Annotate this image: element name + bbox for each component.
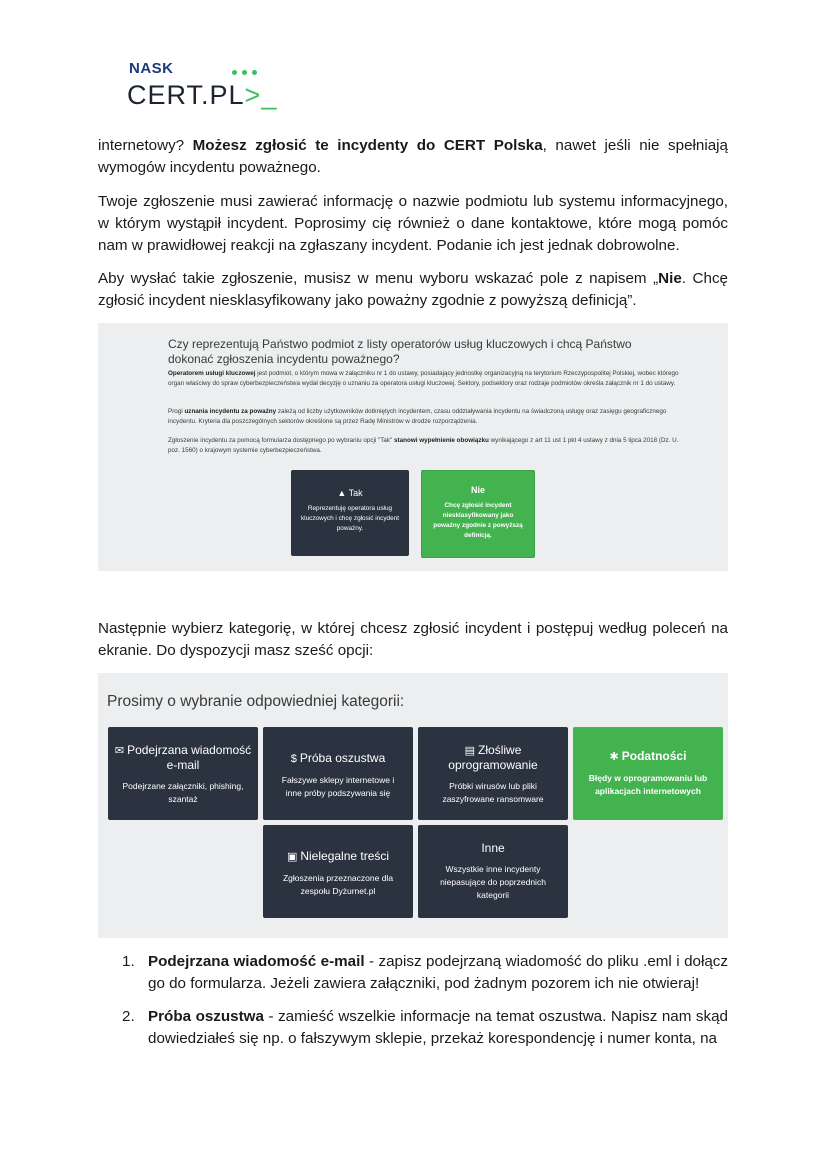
p3-bold: Nie	[658, 270, 682, 287]
p3-text-a: Aby wysłać takie zgłoszenie, musisz w menu wyboru wskazać pole z napisem „	[98, 270, 659, 287]
list-number: 2.	[122, 1008, 135, 1025]
no-desc: Chcę zgłosić incydent niesklasyfikowany jako poważny zgodnie z powyższą definicją.	[433, 502, 523, 539]
category-title	[573, 749, 723, 764]
category-tile-other[interactable]	[418, 825, 568, 918]
category-desc: Podejrzane załączniki, phishing, szantaż	[122, 781, 244, 804]
yes-desc: Reprezentuję operatora usług kluczowych i chcę zgłosić incydent poważny.	[300, 505, 400, 532]
dollar-icon: $	[290, 753, 297, 765]
list-number: 1.	[122, 953, 135, 970]
category-title	[108, 743, 258, 772]
p3-text-c: . Chcę zgłosić incydent niesklasyfikowany jako poważny zgodnie z powyższą definicją”.	[98, 270, 728, 309]
screenshot-serious-incident-question	[98, 323, 728, 571]
p1-text-a: internetowy?	[98, 137, 193, 154]
category-desc: Błędy w oprogramowaniu lub aplikacjach internetowych	[588, 773, 708, 796]
list-item-text: - zapisz podejrzaną wiadomość do pliku .eml i dołącz go do formularza. Jeżeli zawiera załączniki, pod żadnym pozorem ich nie otwieraj!	[148, 953, 728, 992]
paragraph-1	[98, 135, 728, 179]
list-item	[122, 951, 728, 995]
category-title	[263, 849, 413, 864]
logo-dots-icon	[232, 62, 262, 80]
threshold-bold: uznania incydentu za poważny	[184, 408, 277, 415]
image-icon: ▣	[286, 851, 298, 863]
category-tile-illegal-content[interactable]	[263, 825, 413, 918]
category-title-text: Podatności	[621, 749, 687, 763]
nask-cert-logo	[127, 58, 277, 110]
envelope-icon: ✉	[114, 745, 125, 757]
category-title: Inne	[481, 841, 505, 855]
yes-title	[291, 488, 409, 498]
category-title-text: Podejrzana wiadomość e-mail	[127, 743, 252, 772]
warning-icon: ▲	[337, 488, 349, 498]
list-item	[122, 1006, 729, 1050]
logo-cert-accent: >_	[244, 80, 278, 110]
category-title	[418, 743, 568, 772]
screenshot-category-selection	[98, 673, 728, 938]
list-item-bold: Podejrzana wiadomość e-mail	[148, 953, 365, 970]
logo-nask-text: NASK	[129, 60, 174, 77]
no-option-tile[interactable]	[421, 470, 535, 558]
category-tile-email[interactable]	[108, 727, 258, 820]
obligation-text-a: Zgłoszenie incydentu za pomocą formularza dostępnego po wybraniu opcji "Tak"	[168, 437, 395, 444]
threshold-text-a: Progi	[168, 408, 185, 415]
category-desc: Zgłoszenia przeznaczone dla zespołu Dyżurnet.pl	[282, 873, 394, 896]
definition-threshold	[168, 407, 688, 426]
operator-text: jest podmiot, o którym mowa w załączniku nr 1 do ustawy, posiadający jednostkę organizacyjną na terytorium Rzeczypospolitej Polskiej, wobec którego organ właściwy do spraw cyberbezpieczeństwa wydał decyzję o uznaniu za operatora usługi kluczowej. Sektory, podsektory oraz rodzaje podmiotów określa załącznik nr 1 do ustawy.	[168, 370, 679, 387]
paragraph-3	[98, 268, 728, 312]
category-heading: Prosimy o wybranie odpowiedniej kategorii:	[107, 693, 405, 710]
definition-obligation	[168, 436, 688, 455]
bug-icon: ✱	[609, 751, 619, 763]
category-title-text: Próba oszustwa	[299, 751, 386, 765]
category-desc: Próbki wirusów lub pliki zaszyfrowane ransomware	[442, 781, 544, 804]
file-icon: ▤	[464, 745, 476, 757]
category-tile-fraud[interactable]	[263, 727, 413, 820]
obligation-bold: stanowi wypełnienie obowiązku	[394, 437, 489, 444]
list-item-text: - zamieść wszelkie informacje na temat oszustwa. Napisz nam skąd dowiedziałeś się np. o fałszywym sklepie, przekaż korespondencję i numer konta, na	[148, 1008, 729, 1047]
paragraph-2: Twoje zgłoszenie musi zawierać informację o nazwie podmiotu lub systemu informacyjnego, w którym wystąpił incydent. Poprosimy cię również o dane kontaktowe, które mogą pomóc nam w prawidłowej reakcji na zgłaszany incydent. Podanie ich jest jednak dobrowolne.	[98, 193, 728, 254]
category-desc: Wszystkie inne incydenty niepasujące do poprzednich kategorii	[440, 864, 546, 900]
logo-cert-main: CERT.PL	[127, 80, 245, 110]
definition-operator	[168, 369, 688, 388]
category-title	[263, 751, 413, 766]
list-item-bold: Próba oszustwa	[148, 1008, 264, 1025]
logo-cert-text	[127, 80, 277, 111]
obligation-text-c: wynikającego z art 11 ust 1 pkt 4 ustawy z dnia 5 lipca 2018 (Dz. U. poz. 1560) o krajowym systemie cyberbezpieczeństwa.	[168, 437, 679, 454]
p1-text-c: , nawet jeśli nie spełniają wymogów incydentu poważnego.	[98, 137, 728, 176]
p1-bold: Możesz zgłosić te incydenty do CERT Polska	[192, 137, 543, 154]
threshold-text-c: zależą od liczby użytkowników dotkniętych incydentem, czasu oddziaływania incydentu na świadczoną usługę oraz zasięgu geograficznego incydentu. Kryteria dla poszczególnych sektorów określone są przez Radę Ministrów w drodze rozporządzenia.	[168, 408, 667, 425]
category-desc: Fałszywe sklepy internetowe i inne próby podszywania się	[281, 775, 395, 798]
question-text: Czy reprezentują Państwo podmiot z listy operatorów usług kluczowych i chcą Państwo dokonać zgłoszenia incydentu poważnego?	[168, 337, 632, 366]
category-tile-vulnerabilities[interactable]	[573, 727, 723, 820]
category-tile-malware[interactable]	[418, 727, 568, 820]
category-title-text: Złośliwe oprogramowanie	[448, 743, 538, 772]
yes-title-text: Tak	[348, 488, 363, 498]
paragraph-4: Następnie wybierz kategorię, w której chcesz zgłosić incydent i postępuj według poleceń na ekranie. Do dyspozycji masz sześć opcji:	[98, 620, 728, 659]
no-title: Nie	[470, 485, 485, 495]
yes-option-tile[interactable]	[291, 470, 409, 556]
operator-bold: Operatorem usługi kluczowej	[168, 370, 256, 377]
category-title-text: Nielegalne treści	[300, 849, 390, 863]
